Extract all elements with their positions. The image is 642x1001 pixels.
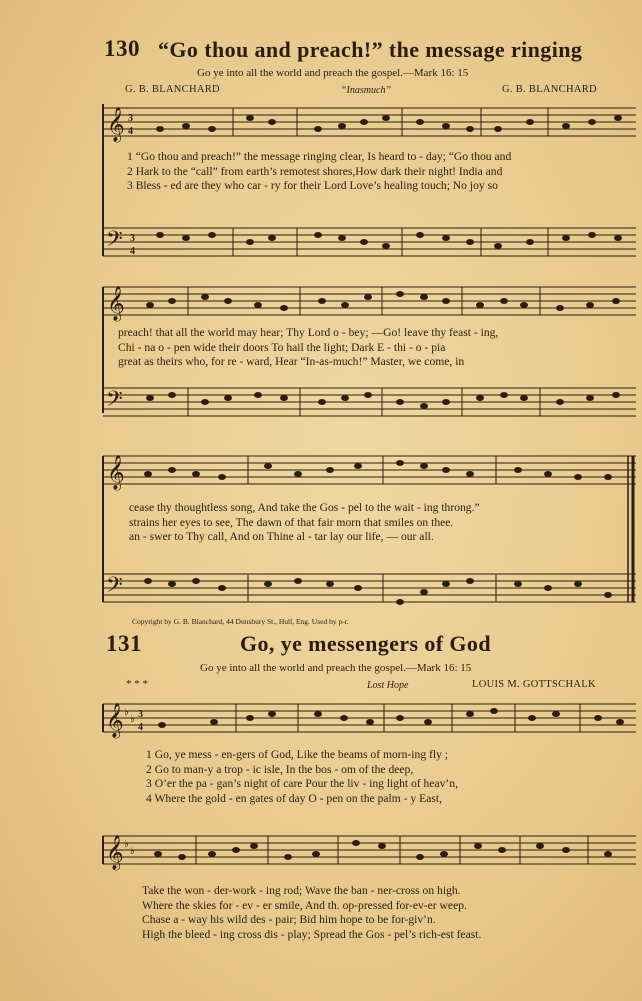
hymn-130-system-1-lyrics — [127, 150, 511, 194]
hymn-130-scripture: Go ye into all the world and preach the gospel.—Mark 16: 15 — [197, 67, 469, 79]
hymn-130-system-2-bass-staff — [0, 384, 642, 424]
lyric-line: 2 Go to man-y a trop - ic isle, In the bos - om of the deep, — [146, 762, 414, 776]
lyric-line: cease thy thoughtless song, And take the Gos - pel to the wait - ing throng.” — [129, 501, 480, 514]
lyric-line: 2 Hark to the “call” from earth’s remotest shores,How dark their night! India and — [127, 164, 503, 178]
hymn-131-scripture: Go ye into all the world and preach the gospel.—Mark 16: 15 — [200, 662, 472, 674]
hymn-131-system-1-lyrics — [146, 748, 458, 806]
svg-text:4: 4 — [138, 722, 143, 733]
hymn-130-system-3-treble-staff — [0, 452, 642, 492]
hymn-130-system-2-treble-staff — [0, 283, 642, 323]
lyric-line: 4 Where the gold - en gates of day O - pen on the palm - y East, — [146, 791, 442, 805]
hymn-131-mark: * * * — [126, 678, 148, 690]
lyric-line: 3 O’er the pa - gan’s night of care Pour the liv - ing light of heav’n, — [146, 777, 458, 791]
hymn-130-system-3-lyrics — [129, 501, 480, 545]
hymn-131-title: Go, ye messengers of God — [240, 631, 491, 656]
hymn-131-system-1-treble-staff — [0, 700, 642, 740]
lyric-line: Take the won - der-work - ing rod; Wave the ban - ner-cross on high. — [142, 884, 461, 897]
hymn-130-words-credit: G. B. BLANCHARD — [125, 84, 220, 95]
svg-text:𝄞: 𝄞 — [107, 108, 125, 141]
hymn-130-system-1-treble-staff — [0, 104, 642, 144]
hymn-130-copyright: Copyright by G. B. Blanchard, 44 Dunsbury St., Hull, Eng. Used by p-r. — [132, 617, 349, 626]
lyric-line: 1 “Go thou and preach!” the message ringing clear, Is heard to - day; “Go thou and — [127, 150, 512, 163]
hymn-130-system-2-lyrics — [118, 326, 498, 370]
svg-text:4: 4 — [128, 126, 133, 137]
svg-text:𝄞: 𝄞 — [106, 704, 124, 737]
hymn-130-system-3-bass-staff — [0, 570, 642, 610]
hymn-131-system-2-lyrics — [142, 884, 481, 942]
svg-text:3: 3 — [128, 113, 133, 124]
lyric-line: strains her eyes to see, The dawn of that fair morn that smiles on thee. — [129, 515, 454, 529]
lyric-line: great as theirs who, for re - ward, Hear “In-as-much!” Master, we come, in — [118, 355, 465, 369]
lyric-line: High the bleed - ing cross dis - play; Spread the Gos - pel’s rich-est feast. — [142, 927, 482, 941]
lyric-line: an - swer to Thy call, And on Thine al - tar lay our life, — our all. — [129, 530, 434, 544]
hymn-131-system-2-treble-staff — [0, 832, 642, 872]
lyric-line: Chase a - way his wild des - pair; Bid him hope to be for-giv’n. — [142, 913, 436, 927]
hymn-131-tune-name: Lost Hope — [367, 680, 409, 691]
hymn-130-number: 130 — [104, 36, 140, 61]
svg-text:4: 4 — [130, 246, 135, 257]
svg-text:𝄞: 𝄞 — [107, 287, 125, 320]
lyric-line: 1 Go, ye mess - en-gers of God, Like the beams of morn-ing fly ; — [146, 748, 449, 761]
hymn-131-music-credit: LOUIS M. GOTTSCHALK — [472, 679, 596, 690]
svg-text:♭: ♭ — [130, 714, 135, 725]
lyric-line: preach! that all the world may hear; Thy Lord o - bey; —Go! leave thy feast - ing, — [118, 326, 499, 339]
svg-text:𝄞: 𝄞 — [106, 836, 124, 869]
svg-text:𝄢: 𝄢 — [106, 573, 123, 602]
lyric-line: 3 Bless - ed are they who car - ry for their Lord Love’s healing touch; No joy so — [127, 179, 498, 193]
svg-text:𝄞: 𝄞 — [107, 456, 125, 489]
svg-text:𝄢: 𝄢 — [106, 227, 123, 256]
svg-text:3: 3 — [130, 233, 135, 244]
hymn-130-title: “Go thou and preach!” the message ringing — [158, 37, 583, 62]
svg-text:♭: ♭ — [124, 707, 129, 718]
hymn-130-tune-name: “Inasmuch” — [341, 85, 392, 96]
hymn-130-music-credit: G. B. BLANCHARD — [502, 84, 597, 95]
svg-text:3: 3 — [138, 709, 143, 720]
svg-text:♭: ♭ — [130, 846, 135, 857]
svg-text:𝄢: 𝄢 — [106, 387, 123, 416]
svg-text:♭: ♭ — [124, 839, 129, 850]
hymn-131-number: 131 — [106, 631, 142, 656]
lyric-line: Chi - na o - pen wide their doors To hail the light; Dark E - thi - o - pia — [118, 340, 446, 354]
hymn-130-system-1-bass-staff — [0, 224, 642, 264]
lyric-line: Where the skies for - ev - er smile, And th. op-pressed for-ev-er weep. — [142, 898, 467, 912]
